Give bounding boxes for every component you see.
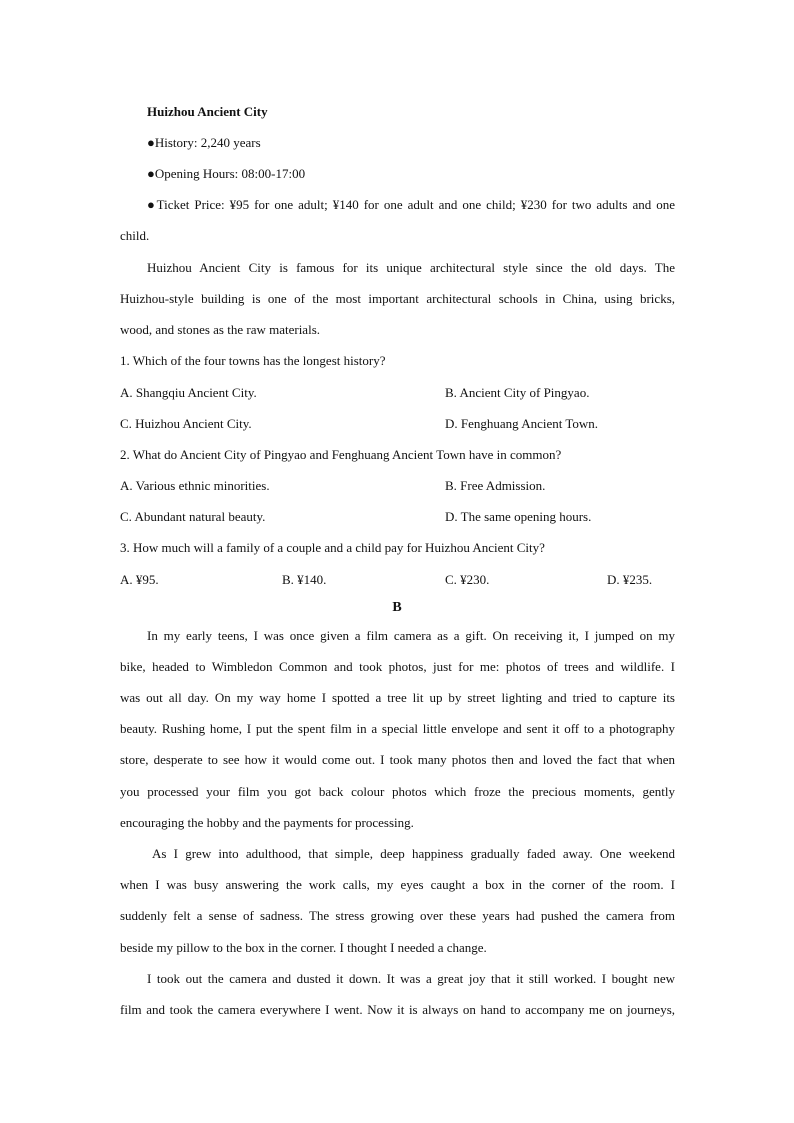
option-c: C. Huizhou Ancient City.	[120, 416, 252, 431]
question-stem: 1. Which of the four towns has the longest history?	[120, 353, 386, 368]
paragraph-line: beside my pillow to the box in the corner. I thought I needed a change.	[120, 940, 487, 955]
question-stem: 3. How much will a family of a couple and a child pay for Huizhou Ancient City?	[120, 540, 545, 555]
paragraph-line: beauty. Rushing home, I put the spent film in a special little envelope and sent it off to a photography	[120, 721, 675, 736]
paragraph-line: In my early teens, I was once given a film camera as a gift. On receiving it, I jumped on my	[147, 628, 675, 643]
paragraph-line: As I grew into adulthood, that simple, deep happiness gradually faded away. One weekend	[152, 846, 675, 861]
ticket-price-info-cont: child.	[120, 228, 150, 243]
paragraph-line: you processed your film you got back colour photos which froze the precious moments, gently	[120, 784, 675, 799]
option-a: A. ¥95.	[120, 572, 159, 587]
question-stem: 2. What do Ancient City of Pingyao and Fenghuang Ancient Town have in common?	[120, 447, 562, 462]
option-a: A. Shangqiu Ancient City.	[120, 385, 257, 400]
paragraph-line: when I was busy answering the work calls, my eyes caught a box in the corner of the room. I	[120, 877, 675, 892]
paragraph-line: I took out the camera and dusted it down. It was a great joy that it still worked. I bought new	[147, 971, 675, 986]
paragraph-line: film and took the camera everywhere I went. Now it is always on hand to accompany me on journeys,	[120, 1002, 675, 1017]
option-b: B. Free Admission.	[445, 478, 546, 493]
opening-hours-info: ●Opening Hours: 08:00-17:00	[147, 166, 306, 181]
section-heading: B	[392, 600, 402, 615]
ticket-price-info: ●Ticket Price: ¥95 for one adult; ¥140 for one adult and one child; ¥230 for two adults and one	[147, 197, 675, 212]
paragraph-line: Huizhou-style building is one of the most important architectural schools in China, using bricks,	[120, 291, 675, 306]
option-a: A. Various ethnic minorities.	[120, 478, 270, 493]
history-info: ●History: 2,240 years	[147, 135, 261, 150]
option-c: C. ¥230.	[445, 572, 490, 587]
paragraph-line: wood, and stones as the raw materials.	[120, 322, 321, 337]
paragraph-line: store, desperate to see how it would come out. I took many photos then and loved the fact that when	[120, 752, 675, 767]
option-d: D. Fenghuang Ancient Town.	[445, 416, 599, 431]
option-b: B. ¥140.	[282, 572, 327, 587]
option-c: C. Abundant natural beauty.	[120, 509, 266, 524]
option-b: B. Ancient City of Pingyao.	[445, 385, 590, 400]
section-title: Huizhou Ancient City	[147, 104, 268, 119]
paragraph-line: bike, headed to Wimbledon Common and took photos, just for me: photos of trees and wildlife. I	[120, 659, 675, 674]
paragraph-line: Huizhou Ancient City is famous for its unique architectural style since the old days. The	[147, 260, 675, 275]
option-d: D. ¥235.	[607, 572, 653, 587]
paragraph-line: suddenly felt a sense of sadness. The stress growing over these years had pushed the camera from	[120, 908, 675, 923]
paragraph-line: was out all day. On my way home I spotted a tree lit up by street lighting and tried to capture its	[120, 690, 675, 705]
paragraph-line: encouraging the hobby and the payments for processing.	[120, 815, 414, 830]
option-d: D. The same opening hours.	[445, 509, 592, 524]
